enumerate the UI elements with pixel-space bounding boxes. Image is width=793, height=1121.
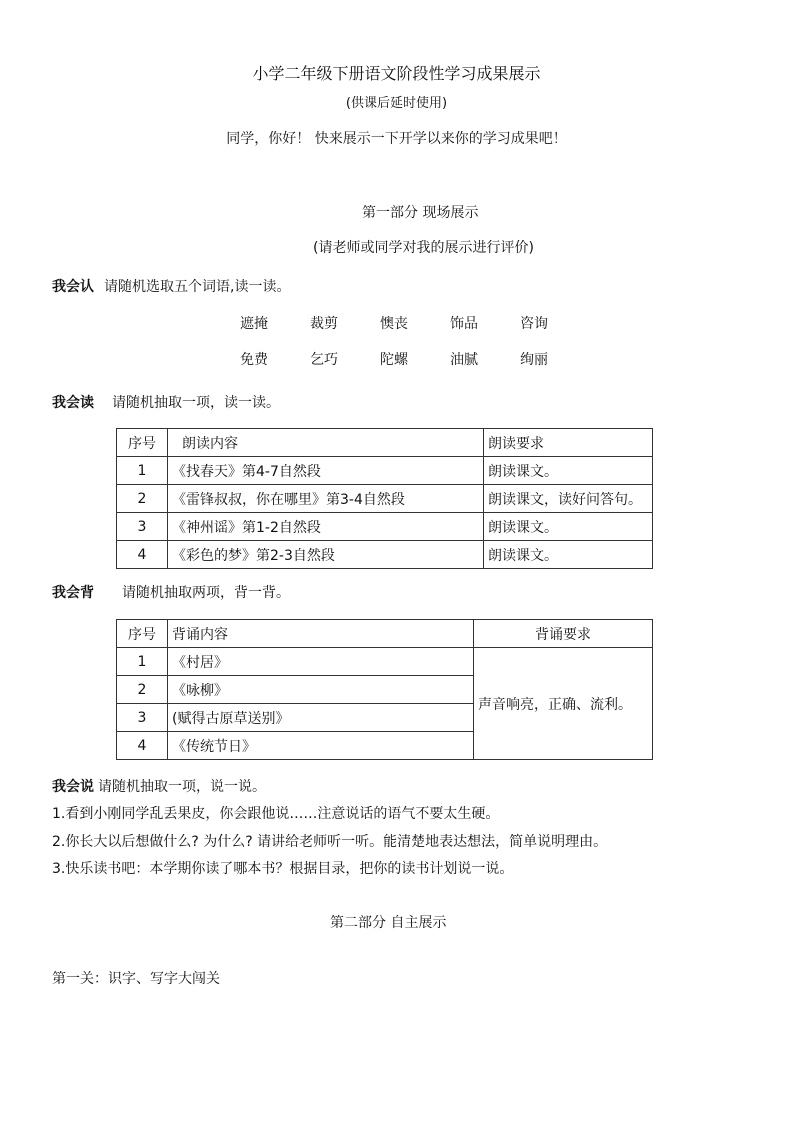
part1-title: 第一部分 现场展示 — [362, 205, 479, 221]
recite-section-heading — [52, 582, 290, 602]
table-cell: 朗读课文，读好问答句。 — [484, 485, 653, 513]
part1-subtitle: (请老师或同学对我的展示进行评价) — [313, 240, 534, 256]
recite-table — [116, 619, 653, 760]
table-row — [117, 457, 653, 485]
table-cell: 2 — [117, 485, 168, 513]
word: 裁剪 — [310, 316, 338, 332]
table-row — [117, 541, 653, 569]
page-subtitle: (供课后延时使用) — [345, 96, 448, 111]
table-cell: 3 — [117, 513, 168, 541]
table-cell: 《神州谣》第1-2自然段 — [168, 513, 484, 541]
speak-item: 2.你长大以后想做什么? 为什么? 请讲给老师听一听。能清楚地表达想法，简单说明理由。 — [52, 834, 608, 850]
table-cell: 《传统节日》 — [168, 732, 474, 760]
table-header-cell: 序号 — [117, 620, 168, 648]
table-cell: 1 — [117, 457, 168, 485]
word: 陀螺 — [380, 352, 408, 368]
word: 遮掩 — [240, 316, 268, 332]
read-label: 我会读 — [52, 395, 94, 411]
part2-level1: 第一关：识字、写字大闯关 — [52, 971, 220, 987]
table-row — [117, 513, 653, 541]
table-header-cell: 朗读要求 — [484, 429, 653, 457]
word: 懊丧 — [380, 316, 408, 332]
recognize-section-heading — [52, 276, 290, 296]
table-header-cell: 背诵要求 — [474, 620, 653, 648]
table-cell: 《彩色的梦》第2-3自然段 — [168, 541, 484, 569]
read-table — [116, 428, 653, 569]
recognize-instruction: 请随机选取五个词语,读一读。 — [104, 279, 291, 295]
table-header-row — [117, 429, 653, 457]
speak-item: 3.快乐读书吧：本学期你读了哪本书？根据目录，把你的读书计划说一说。 — [52, 861, 514, 877]
table-cell: 朗读课文。 — [484, 457, 653, 485]
table-cell: (赋得古原草送别》 — [168, 704, 474, 732]
read-instruction: 请随机抽取一项，读一读。 — [112, 395, 280, 411]
table-cell: 朗读课文。 — [484, 541, 653, 569]
table-cell: 2 — [117, 676, 168, 704]
read-section-heading — [52, 392, 280, 412]
word: 免费 — [240, 352, 268, 368]
recite-requirement-cell: 声音响亮，正确、流利。 — [474, 648, 653, 760]
speak-label: 我会说 — [52, 779, 94, 795]
table-cell: 1 — [117, 648, 168, 676]
table-cell: 《找春天》第4-7自然段 — [168, 457, 484, 485]
table-cell: 《村居》 — [168, 648, 474, 676]
speak-section-heading — [52, 776, 266, 796]
word: 绚丽 — [520, 352, 548, 368]
recite-instruction: 请随机抽取两项，背一背。 — [122, 585, 290, 601]
table-cell: 3 — [117, 704, 168, 732]
table-cell: 4 — [117, 541, 168, 569]
recognize-label: 我会认 — [52, 279, 94, 295]
speak-item: 1.看到小刚同学乱丢果皮，你会跟他说……注意说话的语气不要太生硬。 — [52, 806, 500, 822]
word: 乞巧 — [310, 352, 338, 368]
word: 油腻 — [450, 352, 478, 368]
table-row — [117, 648, 653, 676]
table-cell: 《雷锋叔叔，你在哪里》第3-4自然段 — [168, 485, 484, 513]
word: 咨询 — [520, 316, 548, 332]
table-cell: 《咏柳》 — [168, 676, 474, 704]
table-header-row — [117, 620, 653, 648]
table-header-cell: 朗读内容 — [168, 429, 484, 457]
table-cell: 朗读课文。 — [484, 513, 653, 541]
table-header-cell: 序号 — [117, 429, 168, 457]
greeting: 同学，你好！ 快来展示一下开学以来你的学习成果吧！ — [226, 131, 567, 147]
table-row — [117, 485, 653, 513]
recite-label: 我会背 — [52, 585, 94, 601]
speak-instruction: 请随机抽取一项，说一说。 — [98, 779, 266, 795]
table-header-cell: 背诵内容 — [168, 620, 474, 648]
word: 饰品 — [450, 316, 478, 332]
page-title: 小学二年级下册语文阶段性学习成果展示 — [252, 64, 541, 83]
table-cell: 4 — [117, 732, 168, 760]
part2-title: 第二部分 自主展示 — [330, 915, 447, 931]
